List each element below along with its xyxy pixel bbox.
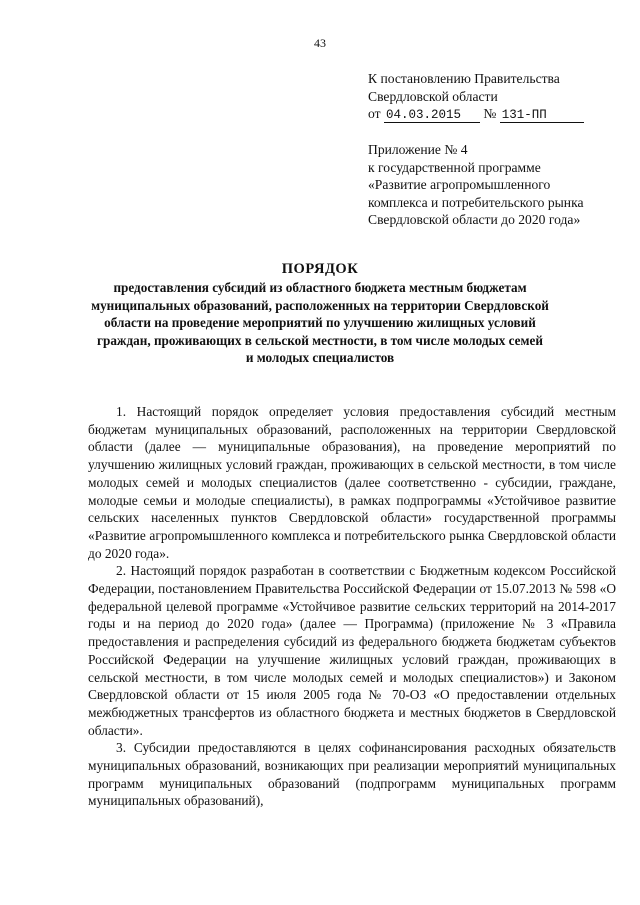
header-date-number-line [368,105,628,123]
resolution-date: 04.03.2015 [384,108,480,123]
subtitle-line: граждан, проживающих в сельской местности, в том числе молодых семей [97,332,543,348]
document-body [88,403,616,810]
paragraph-1: 1. Настоящий порядок определяет условия предоставления субсидий местным бюджетам муниципальных образований, расположенных на территории Свердловской области (далее — муниципальные образования), на проведение мероприятий по улучшению жилищных условий граждан, проживающих в сельской местности, в том числе молодых семей и молодых специалистов (далее соответственно - субсидии, граждане, молодые семьи и молодые специалисты), в рамках подпрограммы «Устойчивое развитие сельских населенных пунктов Свердловской области» государственной программы «Развитие агропромышленного комплекса и потребительского рынка Свердловской области до 2020 года». [88,404,616,561]
resolution-number: 131-ПП [500,108,584,123]
program-line-4: Свердловской области до 2020 года» [368,212,581,227]
header-line-resolution: К постановлению Правительства [368,71,560,86]
page-number: 43 [314,36,326,50]
program-line-2: «Развитие агропромышленного [368,177,551,192]
document-title: ПОРЯДОК [281,261,359,277]
paragraph-2: 2. Настоящий порядок разработан в соответствии с Бюджетным кодексом Российской Федерации, постановлением Правительства Российской Федерации от 15.07.2013 № 598 «О федеральной целевой программе «Устойчивое развитие сельских территорий на 2014-2017 годы и на период до 2020 года» (далее — Программа) (приложение № 3 «Правила предоставления и распределения субсидий из федерального бюджета бюджетам субъектов Российской Федерации на улучшение жилищных условий граждан, проживающих в сельской местности, в том числе молодых семей и молодых специалистов») и Законом Свердловской области от 15 июля 2005 года № 70-ОЗ «О предоставлении отдельных межбюджетных трансфертов из областного бюджета и местных бюджетов в Свердловской области». [88,563,616,738]
program-line-1: к государственной программе [368,159,541,175]
subtitle-line: муниципальных образований, расположенных на территории Свердловской [91,297,549,313]
resolution-header [368,70,628,229]
subtitle-line: области на проведение мероприятий по улучшению жилищных условий [104,315,536,330]
program-line-3: комплекса и потребительского рынка [368,194,584,210]
from-label: от [368,106,381,121]
appendix-label: Приложение № 4 [368,142,468,157]
subtitle-line: предоставления субсидий из областного бюджета местным бюджетам [113,280,527,295]
header-line-region: Свердловской области [368,88,498,104]
paragraph-3: 3. Субсидии предоставляются в целях софинансирования расходных обязательств муниципальных образований, возникающих при реализации мероприятий муниципальных программ муниципальных образований (подпрограмм муниципальных программ муниципальных образований), [88,740,616,809]
number-label: № [483,106,497,121]
document-subtitle [88,279,552,367]
subtitle-line: и молодых специалистов [245,350,395,365]
